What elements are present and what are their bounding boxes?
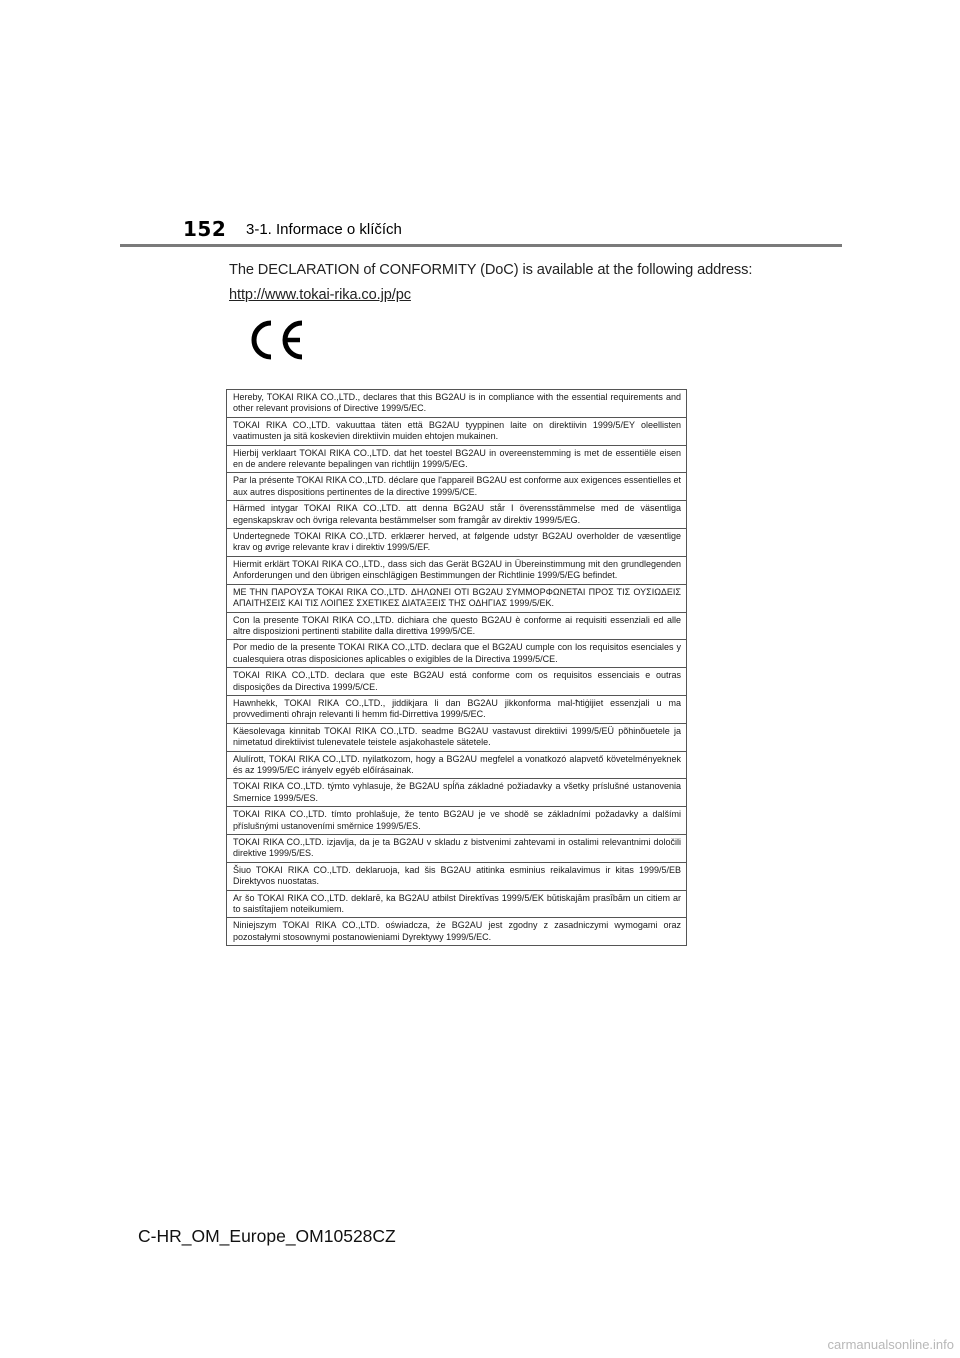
declaration-row-hu: Alulírott, TOKAI RIKA CO.,LTD. nyilatkozom, hogy a BG2AU megfelel a vonatkozó alapvető követelményeknek és az 1999/5/EC irányelv egyéb előírásainak. xyxy=(227,752,686,780)
declaration-row-da: Undertegnede TOKAI RIKA CO.,LTD. erklærer herved, at følgende udstyr BG2AU overholder de væsentlige krav og øvrige relevante krav i direktiv 1999/5/EF. xyxy=(227,529,686,557)
declaration-row-cs: TOKAI RIKA CO.,LTD. tímto prohlašuje, že tento BG2AU je ve shodě se základními požadavky a dalšími příslušnými ustanoveními směrnice 1999/5/ES. xyxy=(227,807,686,835)
declaration-row-es: Por medio de la presente TOKAI RIKA CO.,LTD. declara que el BG2AU cumple con los requisitos esenciales y cualesquiera otras disposiciones aplicables o exigibles de la Directiva 1999/5/CE. xyxy=(227,640,686,668)
declaration-row-it: Con la presente TOKAI RIKA CO.,LTD. dichiara che questo BG2AU è conforme ai requisiti essenziali ed alle altre disposizioni pertinenti stabilite dalla direttiva 1999/5/CE. xyxy=(227,613,686,641)
watermark-text: carmanualsonline.info xyxy=(827,1337,954,1352)
declaration-row-pt: TOKAI RIKA CO.,LTD. declara que este BG2AU está conforme com os requisitos essenciais e outras disposições da Directiva 1999/5/CE. xyxy=(227,668,686,696)
declaration-row-sv: Härmed intygar TOKAI RIKA CO.,LTD. att denna BG2AU står I överensstämmelse med de väsentliga egenskapskrav och övriga relevanta bestämmelser som framgår av direktiv 1999/5/EG. xyxy=(227,501,686,529)
footer-doc-code: C-HR_OM_Europe_OM10528CZ xyxy=(138,1226,396,1246)
doc-intro xyxy=(229,262,753,303)
declaration-row-nl: Hierbij verklaart TOKAI RIKA CO.,LTD. dat het toestel BG2AU in overeenstemming is met de essentiële eisen en de andere relevante bepalingen van richtlijn 1999/5/EG. xyxy=(227,446,686,474)
header-divider xyxy=(120,244,842,247)
declaration-row-fi: TOKAI RIKA CO.,LTD. vakuuttaa täten että BG2AU tyyppinen laite on direktiivin 1999/5/EY oleellisten vaatimusten ja sitä koskevien direktiivin muiden ehtojen mukainen. xyxy=(227,418,686,446)
page-number: 152 xyxy=(183,217,227,241)
doc-url-link[interactable]: http://www.tokai-rika.co.jp/pc xyxy=(229,287,411,303)
declaration-row-pl: Niniejszym TOKAI RIKA CO.,LTD. oświadcza, że BG2AU jest zgodny z zasadniczymi wymogami oraz pozostałymi stosownymi postanowieniami Dyrektywy 1999/5/EC. xyxy=(233,920,681,942)
declaration-row-mt: Hawnhekk, TOKAI RIKA CO.,LTD., jiddikjara li dan BG2AU jikkonforma mal-ħtiġijiet essenzjali u ma provvedimenti oħrajn relevanti li hemm fid-Dirrettiva 1999/5/EC. xyxy=(227,696,686,724)
declaration-row-sl: TOKAI RIKA CO.,LTD. izjavlja, da je ta BG2AU v skladu z bistvenimi zahtevami in ostalimi relevantnimi določili direktive 1999/5/ES. xyxy=(227,835,686,863)
declaration-row-lv: Ar šo TOKAI RIKA CO.,LTD. deklarē, ka BG2AU atbilst Direktīvas 1999/5/EK būtiskajām prasībām un citiem ar to saistītajiem noteikumiem. xyxy=(227,891,686,919)
ce-mark-icon xyxy=(244,318,306,362)
section-title: 3-1. Informace o klíčích xyxy=(246,221,402,238)
declaration-row-de: Hiermit erklärt TOKAI RIKA CO.,LTD., dass sich das Gerät BG2AU in Übereinstimmung mit den grundlegenden Anforderungen und den übrigen einschlägigen Bestimmungen der Richtlinie 1999/5/EG befindet. xyxy=(227,557,686,585)
declaration-table xyxy=(226,389,687,946)
declaration-row-en: Hereby, TOKAI RIKA CO.,LTD., declares that this BG2AU is in compliance with the essential requirements and other relevant provisions of Directive 1999/5/EC. xyxy=(227,390,686,418)
declaration-row-fr: Par la présente TOKAI RIKA CO.,LTD. déclare que l'appareil BG2AU est conforme aux exigences essentielles et aux autres dispositions pertinentes de la directive 1999/5/CE. xyxy=(227,473,686,501)
declaration-row-et: Käesolevaga kinnitab TOKAI RIKA CO.,LTD. seadme BG2AU vastavust direktiivi 1999/5/EÜ põhinõuetele ja nimetatud direktiivist tulenevatele teistele asjakohastele sätetele. xyxy=(227,724,686,752)
declaration-row-sk: TOKAI RIKA CO.,LTD. týmto vyhlasuje, že BG2AU spĺňa základné požiadavky a všetky príslušné ustanovenia Smernice 1999/5/ES. xyxy=(227,779,686,807)
doc-intro-text: The DECLARATION of CONFORMITY (DoC) is available at the following address: xyxy=(229,262,753,278)
declaration-row-lt: Šiuo TOKAI RIKA CO.,LTD. deklaruoja, kad šis BG2AU atitinka esminius reikalavimus ir kitas 1999/5/EB Direktyvos nuostatas. xyxy=(227,863,686,891)
declaration-row-el: ΜΕ ΤΗΝ ΠΑΡΟΥΣΑ TOKAI RIKA CO.,LTD. ΔΗΛΩΝΕΙ ΟΤΙ BG2AU ΣΥΜΜΟΡΦΩΝΕΤΑΙ ΠΡΟΣ ΤΙΣ ΟΥΣΙΩΔΕΙΣ ΑΠΑΙΤΗΣΕΙΣ ΚΑΙ ΤΙΣ ΛΟΙΠΕΣ ΣΧΕΤΙΚΕΣ ΔΙΑΤΑΞΕΙΣ ΤΗΣ ΟΔΗΓΙΑΣ 1999/5/ΕΚ. xyxy=(227,585,686,613)
